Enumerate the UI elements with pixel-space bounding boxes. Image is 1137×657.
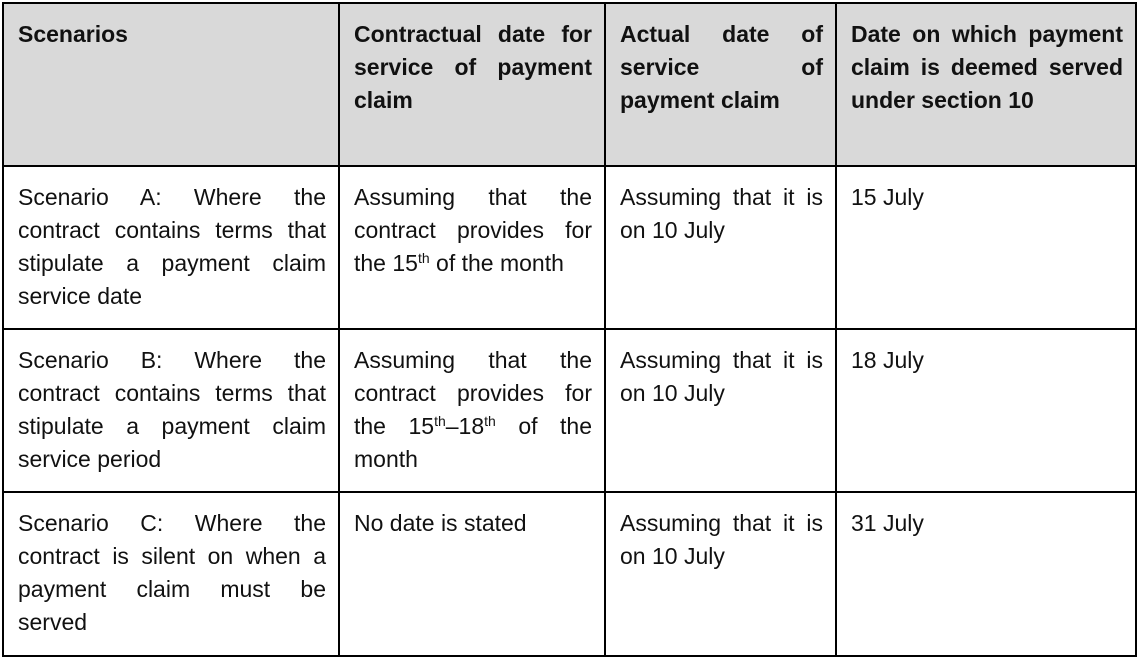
actual-date-cell: Assuming that it is on 10 July <box>605 166 836 329</box>
header-deemed-date: Date on which payment claim is deemed served under section 10 <box>836 3 1136 166</box>
deemed-date-cell: 31 July <box>836 492 1136 656</box>
contractual-date-cell <box>339 166 605 329</box>
contractual-text: of the month <box>429 250 564 276</box>
actual-date-cell: Assuming that it is on 10 July <box>605 492 836 656</box>
header-actual-date: Actual date of service of payment claim <box>605 3 836 166</box>
contractual-text: Assuming that the contract provides for the 15 <box>354 184 592 276</box>
header-row <box>3 3 1136 166</box>
contractual-date-cell <box>339 492 605 656</box>
header-contractual-date: Contractual date for service of payment claim <box>339 3 605 166</box>
scenario-cell: Scenario B: Where the contract contains terms that stipulate a payment claim service period <box>3 329 339 492</box>
contractual-text: of the month <box>354 413 593 472</box>
scenarios-table <box>2 2 1137 657</box>
scenario-cell: Scenario A: Where the contract contains terms that stipulate a payment claim service date <box>3 166 339 329</box>
contractual-text: No date is stated <box>354 510 527 536</box>
actual-date-cell: Assuming that it is on 10 July <box>605 329 836 492</box>
ordinal-suffix: th <box>484 413 496 429</box>
contractual-text: Assuming that the contract provides for the 15 <box>354 347 592 439</box>
header-scenarios: Scenarios <box>3 3 339 166</box>
contractual-text: –18 <box>445 413 485 439</box>
table-row <box>3 492 1136 656</box>
ordinal-suffix: th <box>434 413 446 429</box>
deemed-date-cell: 15 July <box>836 166 1136 329</box>
table-row <box>3 166 1136 329</box>
scenario-cell: Scenario C: Where the contract is silent on when a payment claim must be served <box>3 492 339 656</box>
ordinal-suffix: th <box>417 250 430 266</box>
contractual-date-cell <box>339 329 605 492</box>
deemed-date-cell: 18 July <box>836 329 1136 492</box>
table-row <box>3 329 1136 492</box>
